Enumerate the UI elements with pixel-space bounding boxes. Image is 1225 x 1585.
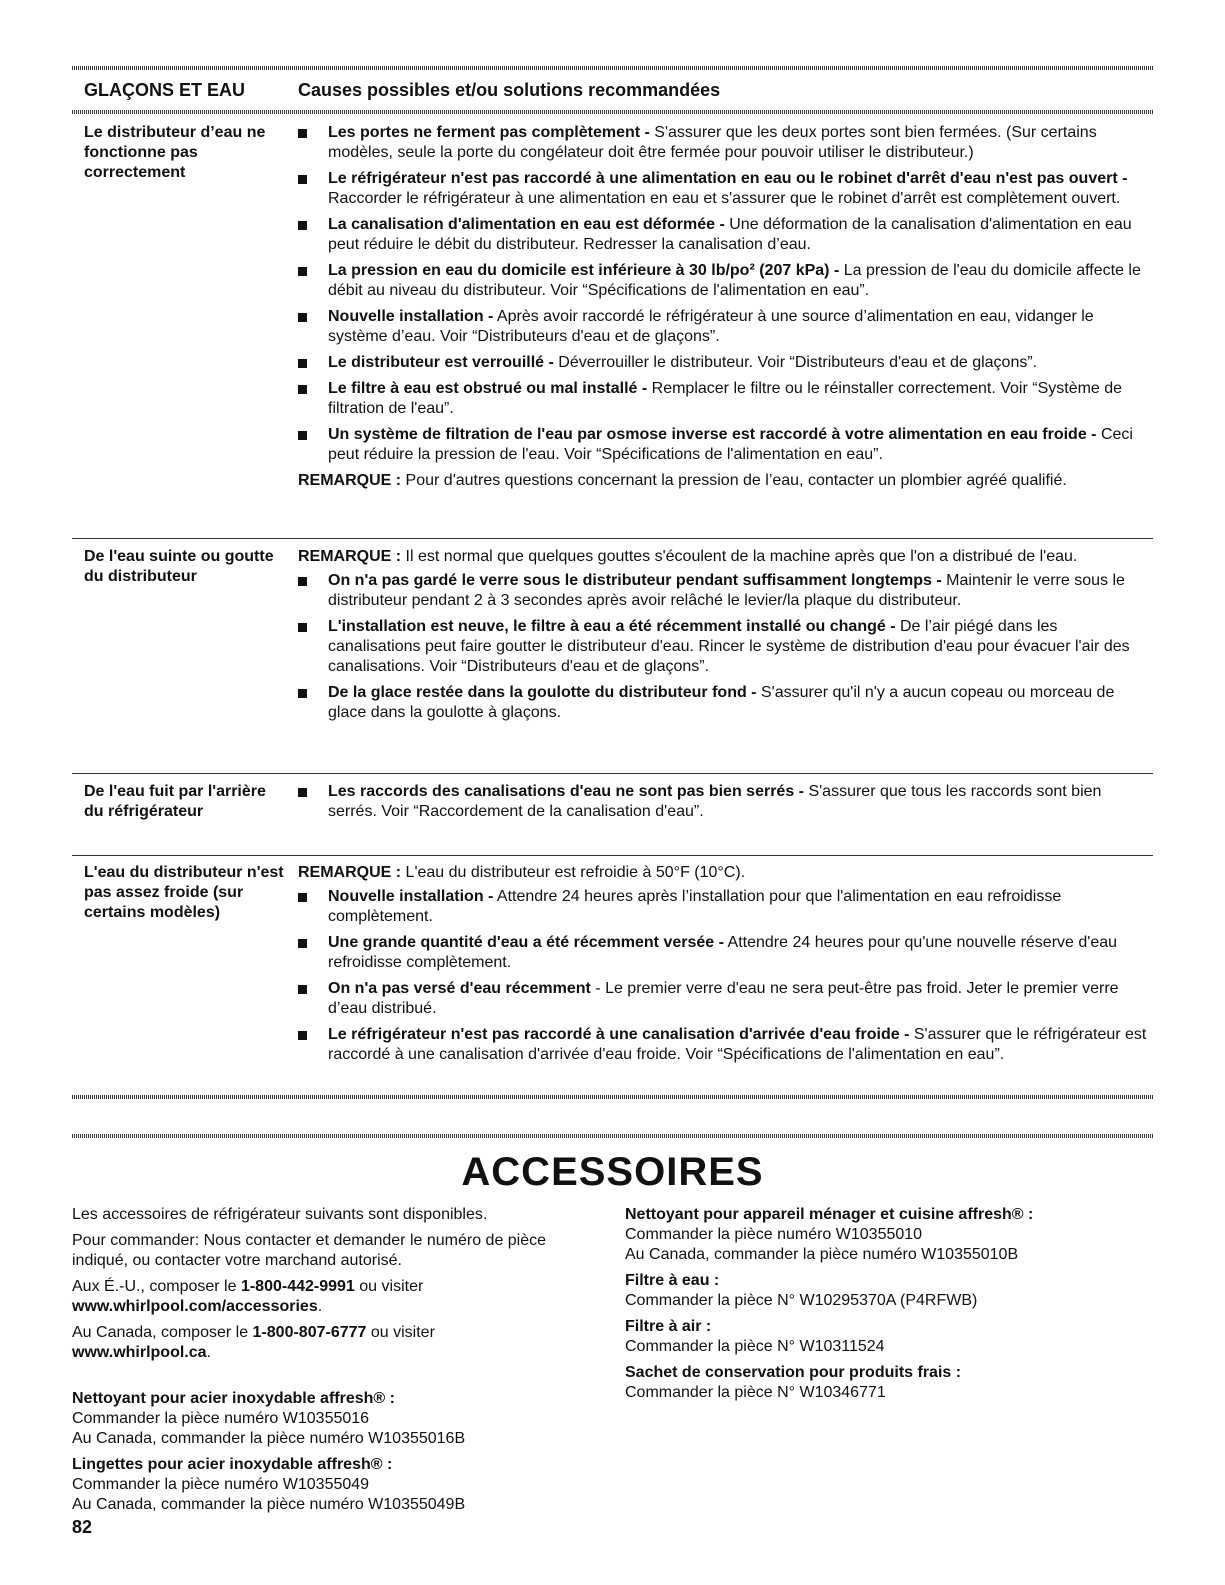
accessory-title: Sachet de conservation pour produits frais : (625, 1364, 962, 1381)
list-item: Nouvelle installation - Après avoir raccordé le réfrigérateur à une source d’alimentation en eau, vidanger le système d’eau. Voir “Distributeurs d'eau et de glaçons”. (298, 307, 1153, 347)
list-item: Le filtre à eau est obstrué ou mal installé - Remplacer le filtre ou le réinstaller correctement. Voir “Système de filtration de l'eau”. (298, 379, 1153, 419)
bullet-icon (298, 893, 307, 902)
accessory-item: Lingettes pour acier inoxydable affresh® : Commander la pièce numéro W10355049 Au Canada, commander la pièce numéro W10355049B (72, 1456, 466, 1513)
row-divider (72, 855, 1153, 856)
us-url-link[interactable]: www.whirlpool.com/accessories (72, 1298, 318, 1315)
bullet-icon (298, 939, 307, 948)
bullet-icon (298, 623, 307, 632)
problem-label: Le distributeur d’eau ne fonctionne pas correctement (84, 124, 266, 181)
header-hatch-rule (72, 110, 1153, 114)
ca-phone: 1-800-807-6777 (252, 1324, 367, 1341)
problem-label: L'eau du distributeur n'est pas assez froide (sur certains modèles) (84, 864, 284, 921)
solutions (298, 782, 1153, 828)
us-phone: 1-800-442-9991 (240, 1278, 355, 1295)
list-item: On n'a pas gardé le verre sous le distributeur pendant suffisamment longtemps - Maintenir le verre sous le distributeur pendant 2 à 3 secondes après avoir relâché le levier/la plaque du distributeur. (298, 571, 1153, 611)
bullet-icon (298, 577, 307, 586)
problem-label: De l'eau suinte ou goutte du distributeur (84, 548, 274, 585)
bullet-icon (298, 129, 307, 138)
note: REMARQUE : Pour d'autres questions concernant la pression de l’eau, contacter un plombier agréé qualifié. (298, 472, 1067, 489)
order-text: Pour commander: Nous contacter et demander le numéro de pièce indiqué, ou contacter votre marchand autorisé. (72, 1232, 547, 1269)
row-divider (72, 538, 1153, 539)
list-item: Les raccords des canalisations d'eau ne sont pas bien serrés - S'assurer que tous les raccords sont bien serrés. Voir “Raccordement de la canalisation d'eau”. (298, 782, 1153, 822)
accessory-item: Sachet de conservation pour produits frais : Commander la pièce N° W10346771 (625, 1364, 962, 1401)
table-bottom-hatch-rule (72, 1095, 1153, 1099)
bullet-icon (298, 359, 307, 368)
list-item: De la glace restée dans la goulotte du distributeur fond - S'assurer qu'il n'y a aucun copeau ou morceau de glace dans la goulotte à glaçons. (298, 683, 1153, 723)
us-contact: Aux É.-U., composer le 1-800-442-9991 ou visiter www.whirlpool.com/accessories. (72, 1278, 424, 1315)
intro-text: Les accessoires de réfrigérateur suivants sont disponibles. (72, 1206, 488, 1223)
list-item: Le réfrigérateur n'est pas raccordé à une canalisation d'arrivée d'eau froide - S'assurer que le réfrigérateur est raccordé à une canalisation d'arrivée d'eau froide. Voir “Spécifications de l'alimentation en eau”. (298, 1025, 1153, 1065)
header-col1: GLAÇONS ET EAU (84, 80, 246, 100)
solutions (298, 123, 1153, 495)
accessory-title: Filtre à eau : (625, 1272, 720, 1289)
bullet-icon (298, 788, 307, 797)
header-col2: Causes possibles et/ou solutions recommandées (298, 80, 721, 100)
list-item: Le distributeur est verrouillé - Déverrouiller le distributeur. Voir “Distributeurs d'eau et de glaçons”. (298, 353, 1153, 373)
note: REMARQUE : Il est normal que quelques gouttes s'écoulent de la machine après que l'on a distribué de l'eau. (298, 548, 1078, 565)
bullet-icon (298, 313, 307, 322)
bullet-icon (298, 431, 307, 440)
problem-label: De l'eau fuit par l'arrière du réfrigérateur (84, 783, 266, 820)
bullet-icon (298, 385, 307, 394)
bullet-icon (298, 175, 307, 184)
bullet-icon (298, 689, 307, 698)
page-title: ACCESSOIRES (461, 1150, 764, 1194)
list-item: Une grande quantité d'eau a été récemment versée - Attendre 24 heures pour qu'une nouvelle réserve d'eau refroidisse complètement. (298, 933, 1153, 973)
note: REMARQUE : L'eau du distributeur est refroidie à 50°F (10°C). (298, 864, 746, 881)
bullet-icon (298, 1031, 307, 1040)
accessory-title: Nettoyant pour appareil ménager et cuisine affresh® : (625, 1206, 1034, 1223)
list-item: Nouvelle installation - Attendre 24 heures après l’installation pour que l'alimentation en eau refroidisse complètement. (298, 887, 1153, 927)
top-hatch-rule (72, 66, 1153, 70)
accessory-item: Filtre à air : Commander la pièce N° W10311524 (625, 1318, 885, 1355)
accessory-title: Nettoyant pour acier inoxydable affresh® : (72, 1390, 395, 1407)
accessory-title: Filtre à air : (625, 1318, 712, 1335)
accessories-right-column (625, 1205, 1155, 1409)
bullet-icon (298, 221, 307, 230)
list-item: Les portes ne ferment pas complètement - S'assurer que les deux portes sont bien fermées. (Sur certains modèles, seule la porte du congélateur doit être fermée pour pouvoir utiliser le distributeur.) (298, 123, 1153, 163)
section-hatch-rule (72, 1134, 1153, 1138)
page-number: 82 (72, 1517, 93, 1537)
accessory-title: Lingettes pour acier inoxydable affresh® : (72, 1456, 393, 1473)
list-item: La pression en eau du domicile est inférieure à 30 lb/po² (207 kPa) - La pression de l'eau du domicile affecte le débit au niveau du distributeur. Voir “Spécifications de l'alimentation en eau”. (298, 261, 1153, 301)
bullet-icon (298, 985, 307, 994)
ca-url-link[interactable]: www.whirlpool.ca (72, 1344, 207, 1361)
solutions (298, 863, 1153, 1071)
list-item: Le réfrigérateur n'est pas raccordé à une alimentation en eau ou le robinet d'arrêt d'eau n'est pas ouvert - Raccorder le réfrigérateur à une alimentation en eau et s'assurer que le robinet d'arrêt est complètement ouvert. (298, 169, 1153, 209)
list-item: Un système de filtration de l'eau par osmose inverse est raccordé à votre alimentation en eau froide - Ceci peut réduire la pression de l'eau. Voir “Spécifications de l'alimentation en eau”. (298, 425, 1153, 465)
accessories-left-column (72, 1205, 572, 1521)
row-divider (72, 773, 1153, 774)
ca-contact: Au Canada, composer le 1-800-807-6777 ou visiter www.whirlpool.ca. (72, 1324, 435, 1361)
list-item: L'installation est neuve, le filtre à eau a été récemment installé ou changé - De l’air piégé dans les canalisations peut faire goutter le distributeur d'eau. Rincer le système de distribution d'eau pour évacuer l'air des canalisations. Voir “Distributeurs d'eau et de glaçons”. (298, 617, 1153, 677)
bullet-icon (298, 267, 307, 276)
list-item: La canalisation d'alimentation en eau est déformée - Une déformation de la canalisation d'alimentation en eau peut réduire le débit du distributeur. Redresser la canalisation d’eau. (298, 215, 1153, 255)
accessory-item: Filtre à eau : Commander la pièce N° W10295370A (P4RFWB) (625, 1272, 978, 1309)
solutions (298, 547, 1153, 729)
list-item: On n'a pas versé d'eau récemment - Le premier verre d'eau ne sera peut-être pas froid. Jeter le premier verre d’eau distribué. (298, 979, 1153, 1019)
accessory-item: Nettoyant pour acier inoxydable affresh® : Commander la pièce numéro W10355016 Au Canada, commander la pièce numéro W10355016B (72, 1390, 466, 1447)
accessory-item: Nettoyant pour appareil ménager et cuisine affresh® : Commander la pièce numéro W10355010 Au Canada, commander la pièce numéro W10355010B (625, 1206, 1034, 1263)
